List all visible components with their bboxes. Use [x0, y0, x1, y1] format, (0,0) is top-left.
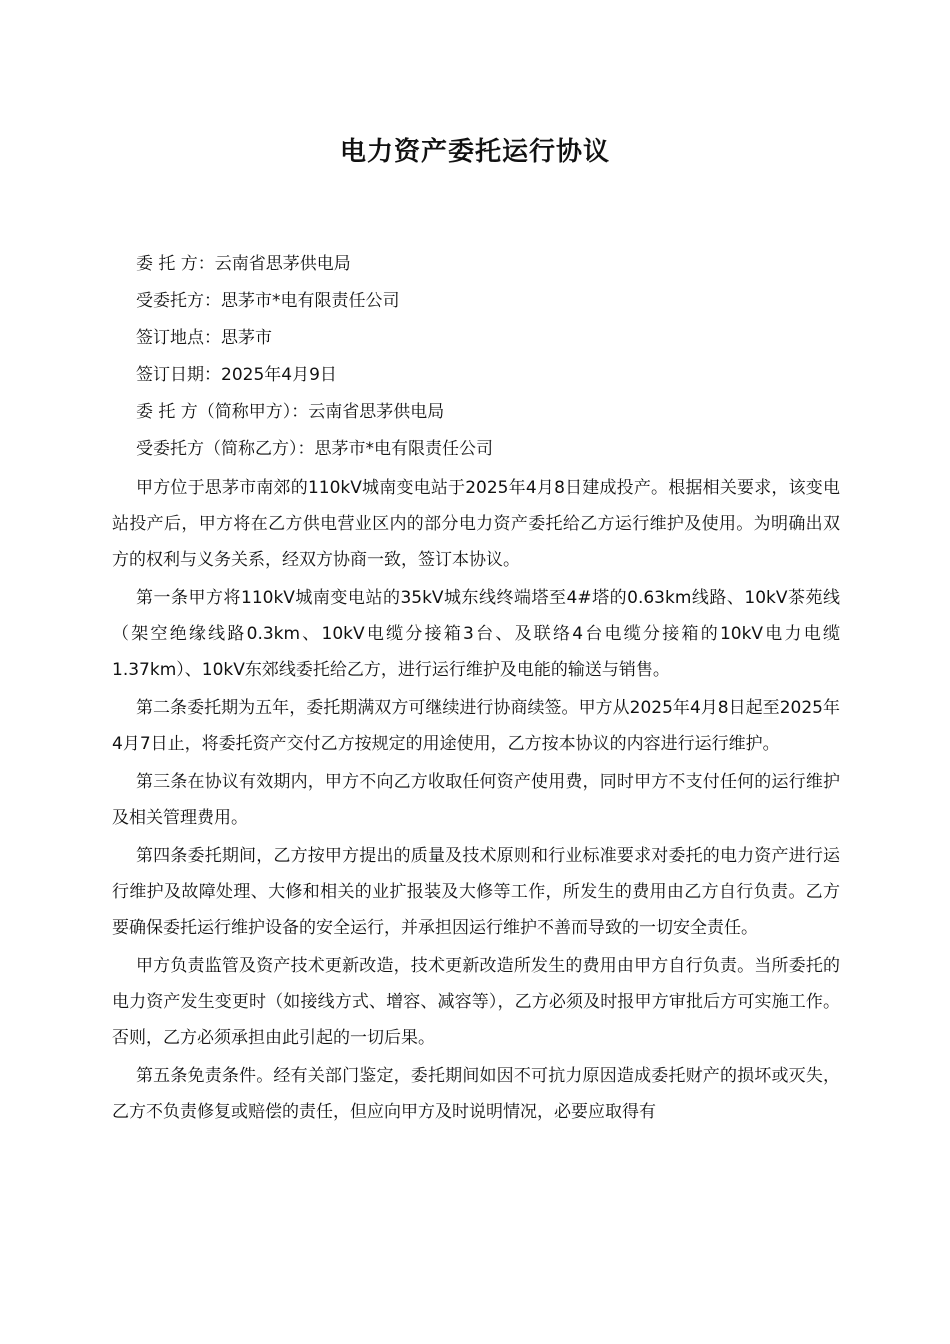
meta-signing-date: 签订日期：2025年4月9日 [136, 365, 337, 385]
article-2-paragraph: 第二条委托期为五年，委托期满双方可继续进行协商续签。甲方从2025年4月8日起至2025年4月7日止，将委托资产交付乙方按规定的用途使用，乙方按本协议的内容进行运行维护。 [112, 698, 840, 754]
article-4-paragraph: 第四条委托期间，乙方按甲方提出的质量及技术原则和行业标准要求对委托的电力资产进行运行维护及故障处理、大修和相关的业扩报装及大修等工作，所发生的费用由乙方自行负责。乙方要确保委托运行维护设备的安全运行，并承担因运行维护不善而导致的一切安全责任。 [112, 846, 840, 938]
meta-signing-place: 签订地点：思茅市 [136, 328, 272, 348]
document-title: 电力资产委托运行协议 [339, 137, 610, 167]
article-5-paragraph: 第五条免责条件。经有关部门鉴定，委托期间如因不可抗力原因造成委托财产的损坏或灭失，乙方不负责修复或赔偿的责任，但应向甲方及时说明情况，必要应取得有 [112, 1066, 840, 1122]
preamble-paragraph: 甲方位于思茅市南郊的110kV城南变电站于2025年4月8日建成投产。根据相关要求，该变电站投产后，甲方将在乙方供电营业区内的部分电力资产委托给乙方运行维护及使用。为明确出双方的权利与义务关系，经双方协商一致，签订本协议。 [112, 478, 840, 570]
agreement-body [112, 470, 840, 1132]
contract-meta-block [136, 246, 856, 468]
meta-entrusting-party: 委 托 方：云南省思茅供电局 [136, 254, 351, 274]
article-3-paragraph: 第三条在协议有效期内，甲方不向乙方收取任何资产使用费，同时甲方不支付任何的运行维护及相关管理费用。 [112, 772, 840, 828]
meta-party-b: 受委托方（简称乙方）：思茅市*电有限责任公司 [136, 439, 493, 459]
article-4-supplement-paragraph: 甲方负责监管及资产技术更新改造，技术更新改造所发生的费用由甲方自行负责。当所委托的电力资产发生变更时（如接线方式、增容、减容等），乙方必须及时报甲方审批后方可实施工作。否则，乙方必须承担由此引起的一切后果。 [112, 956, 840, 1048]
meta-party-a: 委 托 方（简称甲方）：云南省思茅供电局 [136, 402, 445, 422]
meta-entrusted-party: 受委托方：思茅市*电有限责任公司 [136, 291, 400, 311]
article-1-paragraph: 第一条甲方将110kV城南变电站的35kV城东线终端塔至4#塔的0.63km线路、10kV茶苑线（架空绝缘线路0.3km、10kV电缆分接箱3台、及联络4台电缆分接箱的10kV电力电缆1.37km）、10kV东郊线委托给乙方，进行运行维护及电能的输送与销售。 [112, 588, 840, 680]
